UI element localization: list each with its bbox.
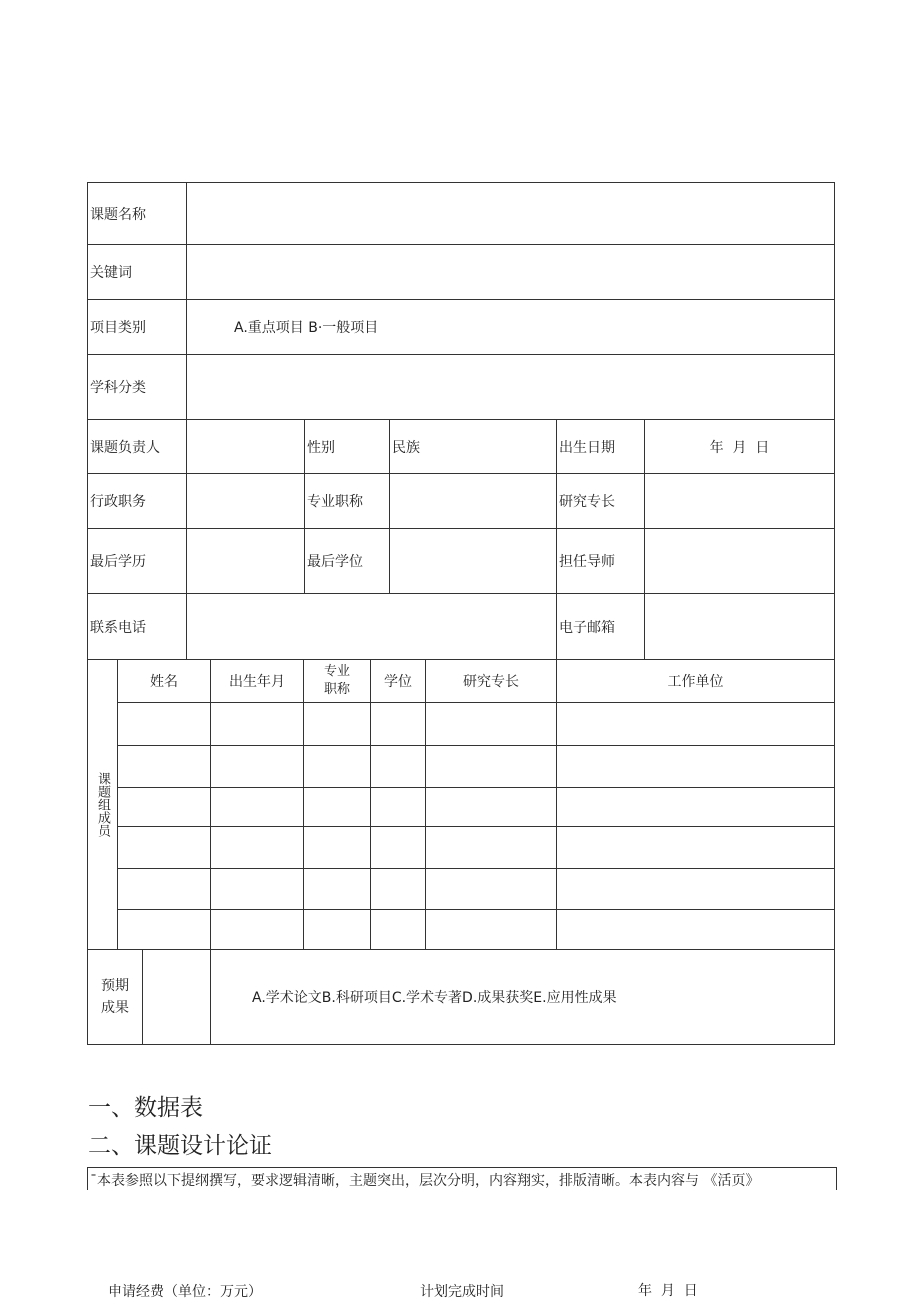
label-birth-date: 出生日期 — [559, 439, 615, 456]
member-row-divider — [117, 745, 835, 746]
col-divider — [303, 659, 304, 949]
label-prof-title: 专业职称 — [307, 494, 363, 510]
label-subject-class: 学科分类 — [90, 380, 146, 396]
keywords-field[interactable] — [187, 245, 834, 299]
completion-date[interactable]: 年 月 日 — [638, 1283, 698, 1299]
table-border-bottom — [87, 1044, 835, 1045]
col-divider — [370, 659, 371, 949]
label-gender: 性别 — [307, 439, 335, 456]
birth-date-field[interactable]: 年 月 日 — [709, 439, 770, 456]
label-final-degree: 最后学位 — [307, 554, 363, 570]
label-ethnicity: 民族 — [392, 439, 420, 456]
members-side-label — [88, 660, 117, 949]
members-side-label-text: 课题组成员 — [95, 772, 110, 837]
funding-label: 申请经费（单位：万元） — [108, 1284, 262, 1300]
member-row-divider — [117, 826, 835, 827]
label-research-spec: 研究专长 — [559, 494, 615, 510]
table-border-right — [834, 182, 835, 1045]
col-divider — [210, 659, 211, 949]
leader-name-field[interactable] — [187, 420, 304, 473]
label-supervisor: 担任导师 — [559, 554, 615, 570]
members-header-research: 研究专长 — [463, 674, 519, 690]
members-header-title-line1: 专业 — [323, 664, 350, 679]
members-header-birth: 出生年月 — [229, 674, 285, 690]
col-divider — [117, 659, 118, 949]
member-row-divider — [117, 787, 835, 788]
note-text: ¯本表参照以下提纲撰写，要求逻辑清晰，主题突出，层次分明，内容翔实，排版清晰。本表内容与 《活页》 — [90, 1173, 760, 1189]
members-header-name: 姓名 — [150, 674, 178, 690]
members-header-degree: 学位 — [384, 674, 412, 690]
label-email: 电子邮箱 — [559, 619, 615, 636]
col-divider — [425, 659, 426, 949]
label-final-education: 最后学历 — [90, 554, 146, 570]
note-box — [87, 1167, 837, 1190]
col-divider — [556, 659, 557, 949]
label-keywords: 关键词 — [90, 265, 132, 281]
members-header-title-line2: 职称 — [323, 682, 350, 697]
label-project-category: 项目类别 — [90, 320, 146, 336]
label-topic-name: 课题名称 — [90, 206, 146, 223]
completion-label: 计划完成时间 — [420, 1284, 504, 1300]
row-divider — [87, 593, 835, 594]
label-admin-post: 行政职务 — [90, 494, 146, 510]
members-header-workplace: 工作单位 — [667, 674, 724, 690]
row-divider — [87, 473, 835, 474]
col-divider — [142, 949, 143, 1045]
subject-class-field[interactable] — [187, 355, 834, 419]
member-row-divider — [117, 909, 835, 910]
members-header-title — [304, 660, 370, 702]
project-category-options[interactable]: A.重点项目 B·一般项目 — [234, 320, 379, 336]
member-row-divider — [117, 702, 835, 703]
label-leader: 课题负责人 — [90, 439, 160, 456]
member-row-divider — [117, 868, 835, 869]
section-heading-data-table: 一、数据表 — [88, 1095, 203, 1121]
outcome-label — [88, 950, 142, 1044]
topic-name-field[interactable] — [187, 183, 834, 244]
outcome-label-line2: 成果 — [101, 1000, 129, 1016]
outcome-options[interactable]: A.学术论文B.科研项目C.学术专著D.成果获奖E.应用性成果 — [252, 990, 617, 1006]
outcome-label-line1: 预期 — [101, 978, 129, 994]
col-divider — [210, 949, 211, 1045]
label-phone: 联系电话 — [90, 619, 146, 636]
row-divider — [87, 528, 835, 529]
section-heading-design: 二、课题设计论证 — [88, 1133, 272, 1159]
